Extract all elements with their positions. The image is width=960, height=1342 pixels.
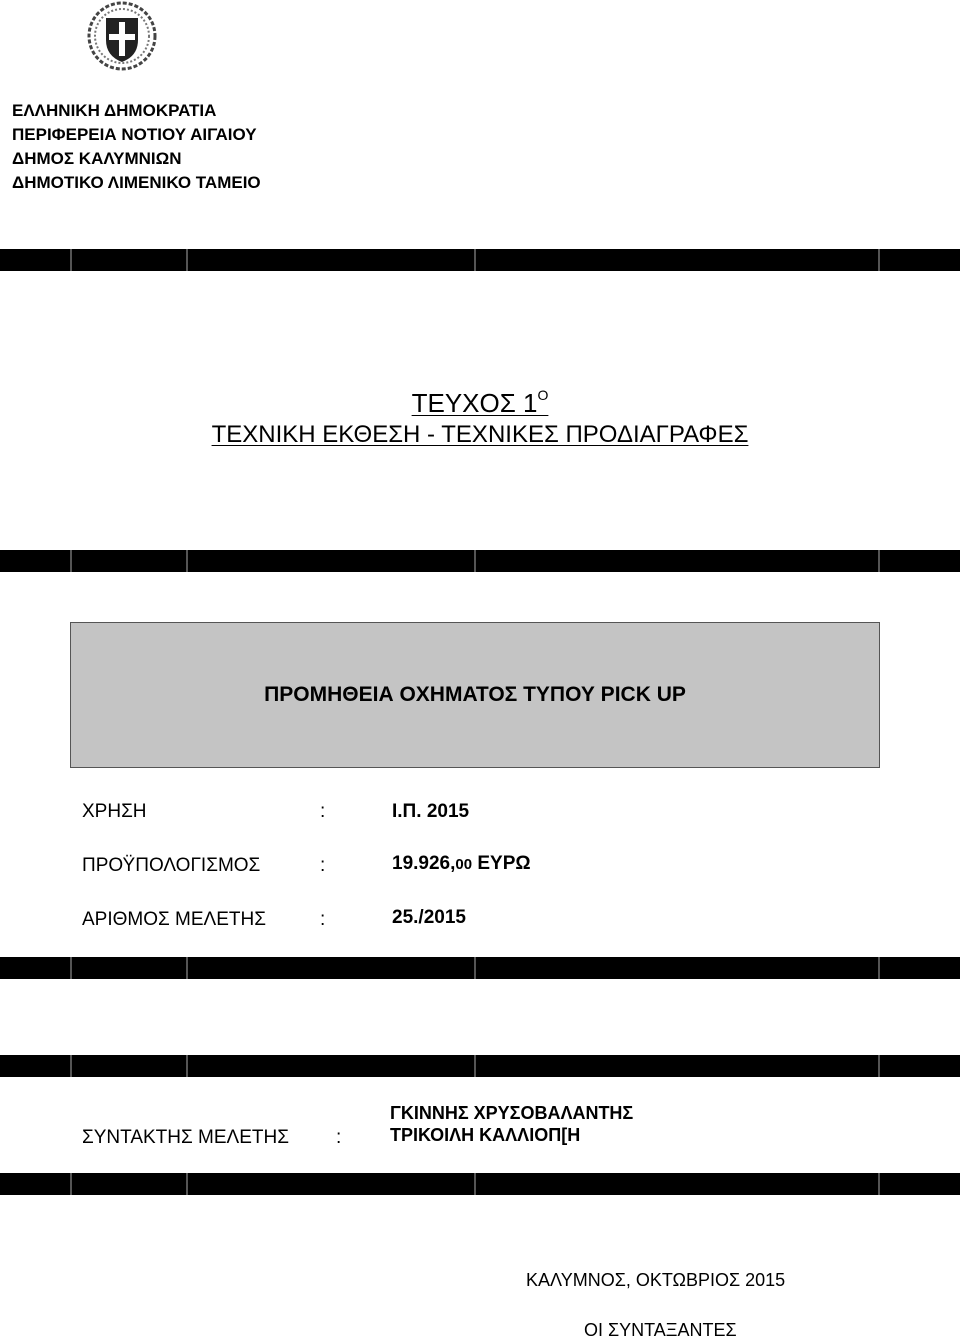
budget-colon: : (320, 855, 326, 876)
authors-names (390, 1102, 633, 1146)
volume-subtitle: ΤΕΧΝΙΚΗ ΕΚΘΕΣΗ - ΤΕΧΝΙΚΕΣ ΠΡΟΔΙΑΓΡΑΦΕΣ (211, 421, 749, 448)
separator-bar (0, 1055, 960, 1077)
budget-label: ΠΡΟΫΠΟΛΟΓΙΣΜΟΣ (82, 855, 261, 876)
authors-colon: : (336, 1127, 342, 1148)
volume-title: ΤΕΥΧΟΣ $1^O$ (411, 387, 549, 418)
study-number-colon: : (320, 909, 326, 930)
use-label: ΧΡΗΣΗ (82, 801, 147, 822)
place-date: ΚΑΛΥΜΝΟΣ, ΟΚΤΩΒΡΙΟΣ 2015 (526, 1270, 786, 1290)
separator-bar (0, 550, 960, 572)
separator-bar (0, 249, 960, 271)
use-colon: : (320, 801, 326, 822)
authority-port-fund: ΔΗΜΟΤΙΚΟ ΛΙΜΕΝΙΚΟ ΤΑΜΕΙΟ (12, 173, 261, 192)
author-name: ΤΡΙΚΟΙΛΗ ΚΑΛΛΙΟΠ[Η (390, 1125, 581, 1145)
greek-emblem-icon (86, 0, 158, 72)
separator-bar (0, 957, 960, 979)
signatories-label: ΟΙ ΣΥΝΤΑΞΑΝΤΕΣ (584, 1320, 737, 1340)
authority-country: ΕΛΛΗΝΙΚΗ ΔΗΜΟΚΡΑΤΙΑ (12, 101, 217, 120)
author-name: ΓΚΙΝΝΗΣ ΧΡΥΣΟΒΑΛΑΝΤΗΣ (390, 1103, 634, 1123)
study-number-label: ΑΡΙΘΜΟΣ ΜΕΛΕΤΗΣ (82, 909, 266, 930)
separator-bar (0, 1173, 960, 1195)
authority-region: ΠΕΡΙΦΕΡΕΙΑ ΝΟΤΙΟΥ ΑΙΓΑΙΟΥ (12, 125, 257, 144)
study-number-value: 25./2015 (392, 907, 466, 928)
project-title: ΠΡΟΜΗΘΕΙΑ ΟΧΗΜΑΤΟΣ ΤΥΠΟΥ PICK UP (264, 683, 686, 706)
authors-label: ΣΥΝΤΑΚΤΗΣ ΜΕΛΕΤΗΣ (82, 1127, 289, 1148)
use-value: Ι.Π. 2015 (392, 801, 470, 822)
budget-value: 19.926,00 ΕΥΡΩ (392, 853, 531, 874)
project-title-box (70, 622, 880, 768)
authority-municipality: ΔΗΜΟΣ ΚΑΛΥΜΝΙΩΝ (12, 149, 182, 168)
